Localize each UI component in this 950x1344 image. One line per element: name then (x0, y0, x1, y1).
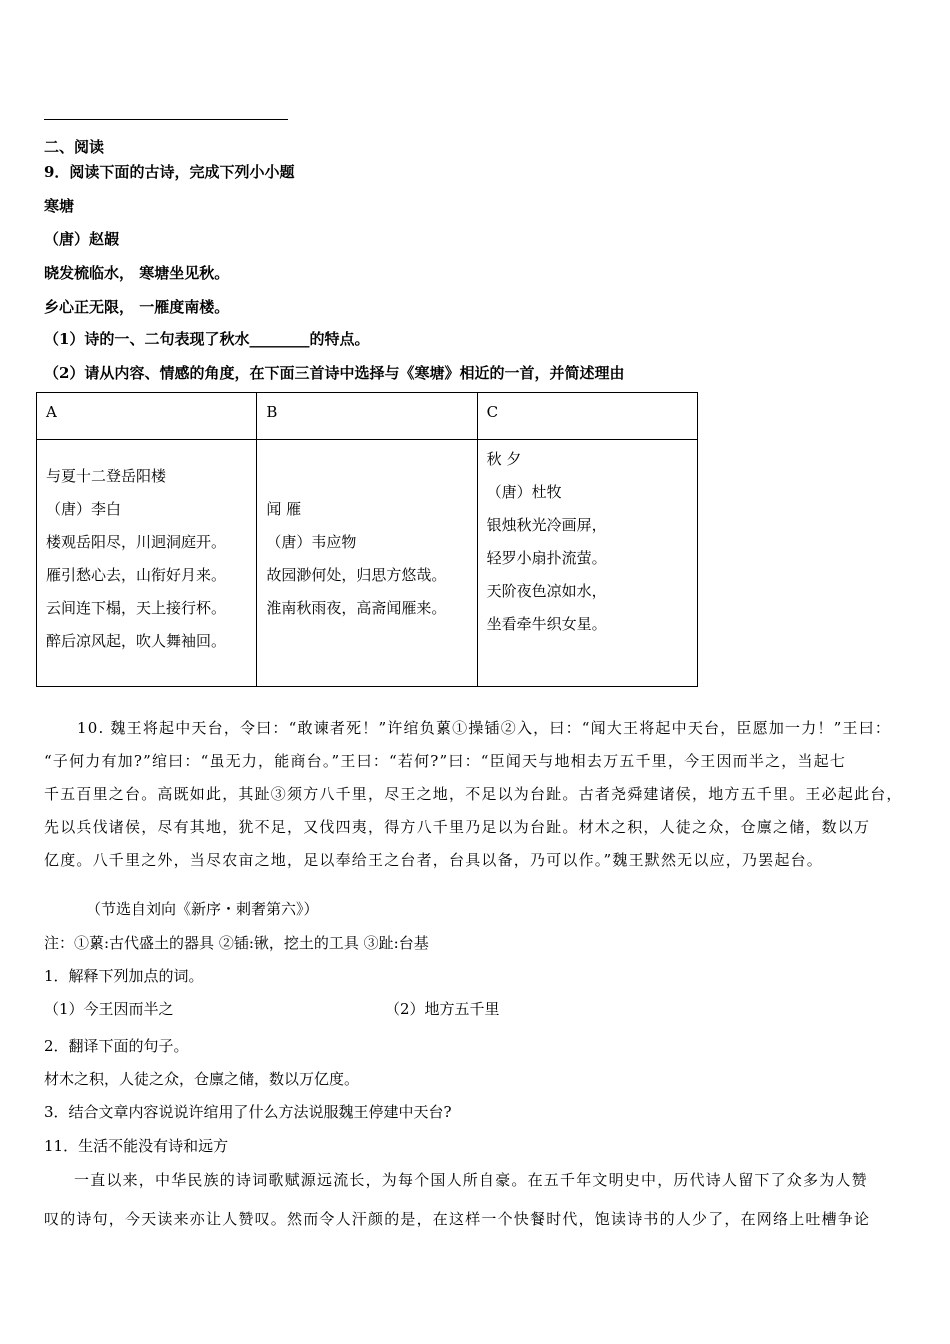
header-c: C (477, 393, 697, 440)
poem-c-line: 银烛秋光冷画屏， (486, 516, 607, 534)
poem-comparison-table (36, 392, 698, 687)
poem-b-line: 淮南秋雨夜，高斋闻雁来。 (266, 599, 447, 617)
poem-a-author: （唐）李白 (46, 500, 122, 518)
poem-b-title: 闻 雁 (266, 500, 302, 518)
q10-passage-line: 千五百里之台。高既如此，其趾③须方八千里，尽王之地，不足以为台趾。古者尧舜建诸侯，地方五千里。王必起此台， (44, 785, 903, 803)
q10-q1-item-1: （1）今王因而半之 (44, 1000, 174, 1018)
poem-a-line: 楼观岳阳尽，川迥洞庭开。 (46, 533, 227, 551)
poem-title: 寒塘 (44, 197, 75, 215)
q10-question-2: 2．翻译下面的句子。 (44, 1037, 189, 1055)
poem-author: （唐）赵嘏 (44, 230, 120, 248)
q11-passage-line: 叹的诗句，今天读来亦让人赞叹。然而令人汗颜的是，在这样一个快餐时代，饱读诗书的人少了，在网络上吐槽争论 (44, 1210, 871, 1228)
q10-question-1: 1．解释下列加点的词。 (44, 967, 204, 985)
poem-c-line: 轻罗小扇扑流萤。 (486, 549, 607, 567)
poem-a-line: 雁引愁心去，山衔好月来。 (46, 566, 227, 584)
poem-b-line: 故园渺何处，归思方悠哉。 (266, 566, 447, 584)
header-b: B (257, 393, 477, 440)
poem-a-cell (37, 440, 257, 687)
q9-sub-1: （1）诗的一、二句表现了秋水________的特点。 (44, 330, 370, 348)
poem-c-line: 天阶夜色凉如水， (486, 582, 607, 600)
q10-source: （节选自刘向《新序・刺奢第六》） (86, 900, 319, 918)
poem-c-cell (477, 440, 697, 687)
q10-passage-line: “子何力有加?”绾曰：“虽无力，能商台。”王曰：“若何?”曰：“臣闻天与地相去万五千里，今王因而半之，当起七 (44, 752, 847, 770)
q10-q2-sentence: 材木之积，人徒之众，仓廪之储，数以万亿度。 (44, 1070, 360, 1088)
answer-line (44, 119, 288, 120)
poem-a-line: 云间连下榻，天上接行杯。 (46, 599, 227, 617)
poem-b-author: （唐）韦应物 (266, 533, 357, 551)
poem-c-author: （唐）杜牧 (486, 483, 562, 501)
q11-title: 11．生活不能没有诗和远方 (44, 1137, 229, 1155)
section-title: 二、阅读 (44, 138, 105, 156)
poem-b-cell (257, 440, 477, 687)
q9-prompt: 9．阅读下面的古诗，完成下列小小题 (44, 163, 295, 181)
q10-passage-line: 亿度。八千里之外，当尽农亩之地，足以奉给王之台者，台具以备，乃可以作。”魏王默然无以应，乃罢起台。 (44, 851, 823, 869)
header-a: A (37, 393, 257, 440)
poem-line-1: 晓发梳临水， 寒塘坐见秋。 (44, 264, 230, 282)
q10-q1-item-2: （2）地方五千里 (385, 1000, 500, 1018)
q10-question-3: 3．结合文章内容说说许绾用了什么方法说服魏王停建中天台? (44, 1103, 452, 1121)
poem-a-line: 醉后凉风起，吹人舞袖回。 (46, 632, 227, 650)
q10-passage-line: 先以兵伐诸侯，尽有其地，犹不足，又伐四夷，得方八千里乃足以为台趾。材木之积，人徒之众，仓廪之储，数以万 (44, 818, 871, 836)
q9-sub-2: （2）请从内容、情感的角度，在下面三首诗中选择与《寒塘》相近的一首，并简述理由 (44, 364, 625, 382)
q10-notes: 注：①蔂:古代盛土的器具 ②锸:锹，挖土的工具 ③趾:台基 (44, 934, 429, 952)
q11-passage-line: 一直以来，中华民族的诗词歌赋源远流长，为每个国人所自豪。在五千年文明史中，历代诗人留下了众多为人赞 (74, 1171, 868, 1189)
poem-line-2: 乡心正无限， 一雁度南楼。 (44, 298, 230, 316)
poem-c-line: 坐看牵牛织女星。 (486, 615, 607, 633)
q10-passage-line: 10. 魏王将起中天台，令曰：“敢谏者死！”许绾负蔂①操锸②入，曰：“闻大王将起中天台，臣愿加一力！”王曰： (77, 719, 892, 737)
poem-a-title: 与夏十二登岳阳楼 (46, 467, 167, 485)
poem-c-title: 秋 夕 (486, 450, 522, 468)
